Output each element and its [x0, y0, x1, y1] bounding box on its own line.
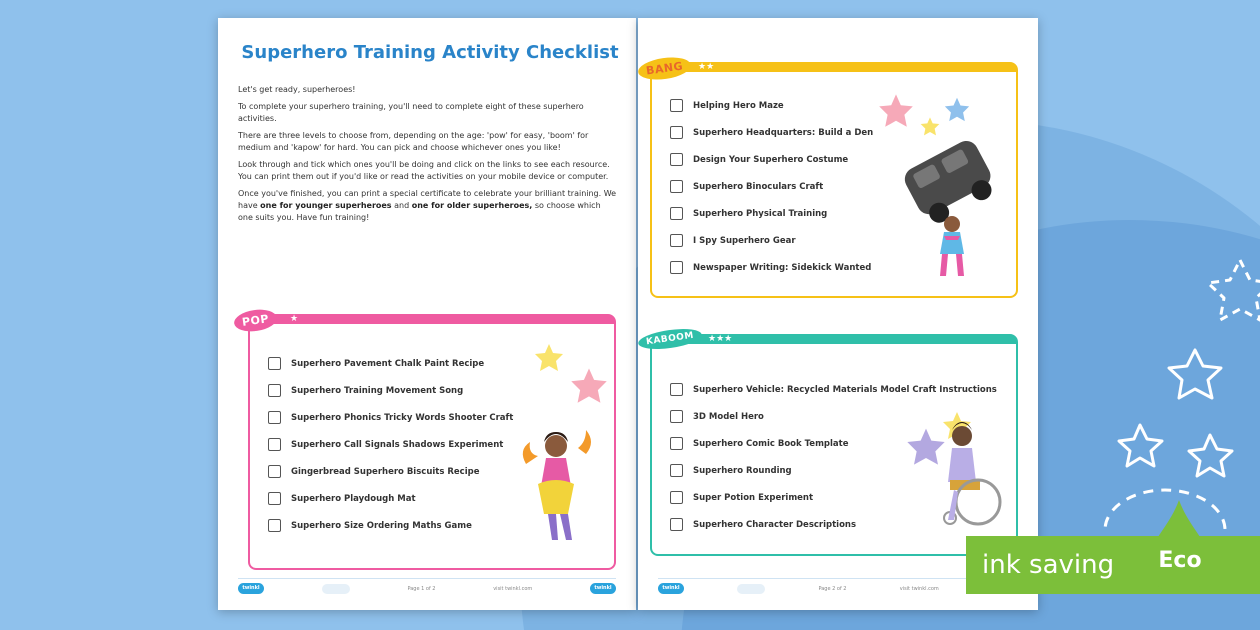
- activity-link[interactable]: Superhero Training Movement Song: [291, 385, 464, 396]
- activity-link[interactable]: Superhero Phonics Tricky Words Shooter Craft: [291, 412, 514, 423]
- checkbox[interactable]: [268, 438, 281, 451]
- intro-paragraph: To complete your superhero training, you'll need to complete eight of these superhero activities.: [238, 102, 584, 123]
- intro-paragraph: Look through and tick which ones you'll be doing and click on the links to see each resource. You can print them out if you'd like or read the activities on your mobile device or computer.: [238, 160, 610, 181]
- checkbox[interactable]: [670, 491, 683, 504]
- twinkl-logo: twinkl: [658, 583, 684, 594]
- star-icon: [534, 342, 564, 372]
- checkbox[interactable]: [670, 383, 683, 396]
- intro-paragraph: There are three levels to choose from, depending on the age: 'pow' for easy, 'boom' for medium and 'kapow' for hard. You can pick and choose whichever ones you like!: [238, 131, 589, 152]
- activity-link[interactable]: Superhero Vehicle: Recycled Materials Model Craft Instructions: [693, 384, 997, 395]
- star-icon: [878, 92, 914, 128]
- activity-link[interactable]: Design Your Superhero Costume: [693, 154, 849, 165]
- page-title: Superhero Training Activity Checklist: [241, 42, 619, 63]
- page-footer: [658, 578, 1018, 598]
- checkbox[interactable]: [268, 357, 281, 370]
- checklist-item: [268, 485, 513, 512]
- checkbox[interactable]: [268, 492, 281, 505]
- background-stars-decoration: [1100, 200, 1260, 530]
- pop-level-panel: [241, 312, 616, 570]
- checkbox[interactable]: [670, 180, 683, 193]
- ink-saving-text: ink saving: [982, 550, 1115, 580]
- pop-stars: ★: [290, 314, 299, 324]
- checkbox[interactable]: [670, 99, 683, 112]
- kaboom-level-panel: [645, 330, 1018, 556]
- checkbox[interactable]: [670, 153, 683, 166]
- checklist-item: [670, 92, 873, 119]
- checklist-item: [670, 173, 873, 200]
- activity-link[interactable]: Superhero Comic Book Template: [693, 438, 849, 449]
- kaboom-badge: KABOOM: [637, 326, 703, 353]
- pop-badge: POP: [233, 307, 278, 334]
- checkbox[interactable]: [670, 234, 683, 247]
- checklist-item: [268, 350, 513, 377]
- bang-level-panel: [645, 59, 1018, 298]
- checklist-item: [670, 376, 997, 403]
- checkbox[interactable]: [268, 465, 281, 478]
- intro-paragraph: Let's get ready, superheroes!: [238, 85, 356, 94]
- checkbox[interactable]: [670, 207, 683, 220]
- superhero-lifting-car-illustration: [900, 132, 1000, 282]
- charity-logo: [737, 584, 765, 594]
- activity-link[interactable]: Superhero Pavement Chalk Paint Recipe: [291, 358, 485, 369]
- star-icon: [570, 366, 608, 404]
- kaboom-stars: ★★★: [708, 334, 733, 344]
- activity-link[interactable]: Helping Hero Maze: [693, 100, 784, 111]
- checkbox[interactable]: [670, 261, 683, 274]
- page-number: Page 2 of 2: [818, 585, 847, 592]
- older-certificate-link[interactable]: one for older superheroes,: [411, 201, 533, 210]
- checkbox[interactable]: [670, 464, 683, 477]
- footer-url[interactable]: visit twinkl.com: [493, 585, 533, 592]
- eco-label: Eco: [1158, 548, 1202, 573]
- activity-link[interactable]: Superhero Size Ordering Maths Game: [291, 520, 472, 531]
- activity-link[interactable]: Superhero Rounding: [693, 465, 792, 476]
- checklist-item: [268, 458, 513, 485]
- page-number: Page 1 of 2: [407, 585, 436, 592]
- checkbox[interactable]: [670, 126, 683, 139]
- checkbox[interactable]: [268, 519, 281, 532]
- activity-link[interactable]: Gingerbread Superhero Biscuits Recipe: [291, 466, 480, 477]
- intro-paragraph-certificate: Once you've finished, you can print a special certificate to celebrate your brilliant training. We have one for younger superheroes and one for older superheroes, so choose which one suits you. Have fun training!: [238, 189, 617, 222]
- bang-badge: BANG: [637, 54, 693, 82]
- bang-stars: ★★: [698, 62, 715, 72]
- activity-link[interactable]: Superhero Binoculars Craft: [693, 181, 824, 192]
- checklist-item: [670, 119, 873, 146]
- activity-link[interactable]: Superhero Physical Training: [693, 208, 828, 219]
- activity-link[interactable]: Superhero Character Descriptions: [693, 519, 857, 530]
- ink-saving-eco-badge: [966, 536, 1260, 594]
- bang-activity-list: [670, 92, 873, 281]
- activity-link[interactable]: I Spy Superhero Gear: [693, 235, 796, 246]
- ink-drop-icon: [1144, 498, 1214, 594]
- checklist-item: [670, 254, 873, 281]
- younger-certificate-link[interactable]: one for younger superheroes: [260, 201, 392, 210]
- activity-link[interactable]: Newspaper Writing: Sidekick Wanted: [693, 262, 872, 273]
- superhero-wheelchair-illustration: [928, 420, 1008, 530]
- worksheet-page-1: [218, 18, 636, 610]
- checklist-item: [268, 431, 513, 458]
- twinkl-logo: twinkl: [590, 583, 616, 594]
- checkbox[interactable]: [670, 518, 683, 531]
- checklist-item: [670, 146, 873, 173]
- twinkl-logo: twinkl: [238, 583, 264, 594]
- pop-activity-list: [268, 350, 513, 539]
- checklist-item: [670, 200, 873, 227]
- checklist-item: [268, 512, 513, 539]
- checkbox[interactable]: [670, 410, 683, 423]
- checklist-item: [670, 227, 873, 254]
- worksheet-page-2: [638, 18, 1038, 610]
- activity-link[interactable]: 3D Model Hero: [693, 411, 764, 422]
- intro-text: [238, 84, 618, 229]
- superhero-girl-illustration: [516, 424, 596, 544]
- page-footer: [238, 578, 616, 598]
- checkbox[interactable]: [670, 437, 683, 450]
- activity-link[interactable]: Superhero Playdough Mat: [291, 493, 416, 504]
- checklist-item: [268, 404, 513, 431]
- activity-link[interactable]: Superhero Headquarters: Build a Den: [693, 127, 874, 138]
- activity-link[interactable]: Super Potion Experiment: [693, 492, 814, 503]
- star-icon: [944, 96, 970, 122]
- checkbox[interactable]: [268, 411, 281, 424]
- footer-url[interactable]: visit twinkl.com: [899, 585, 939, 592]
- checkbox[interactable]: [268, 384, 281, 397]
- activity-link[interactable]: Superhero Call Signals Shadows Experiment: [291, 439, 504, 450]
- checklist-item: [268, 377, 513, 404]
- charity-logo: [322, 584, 350, 594]
